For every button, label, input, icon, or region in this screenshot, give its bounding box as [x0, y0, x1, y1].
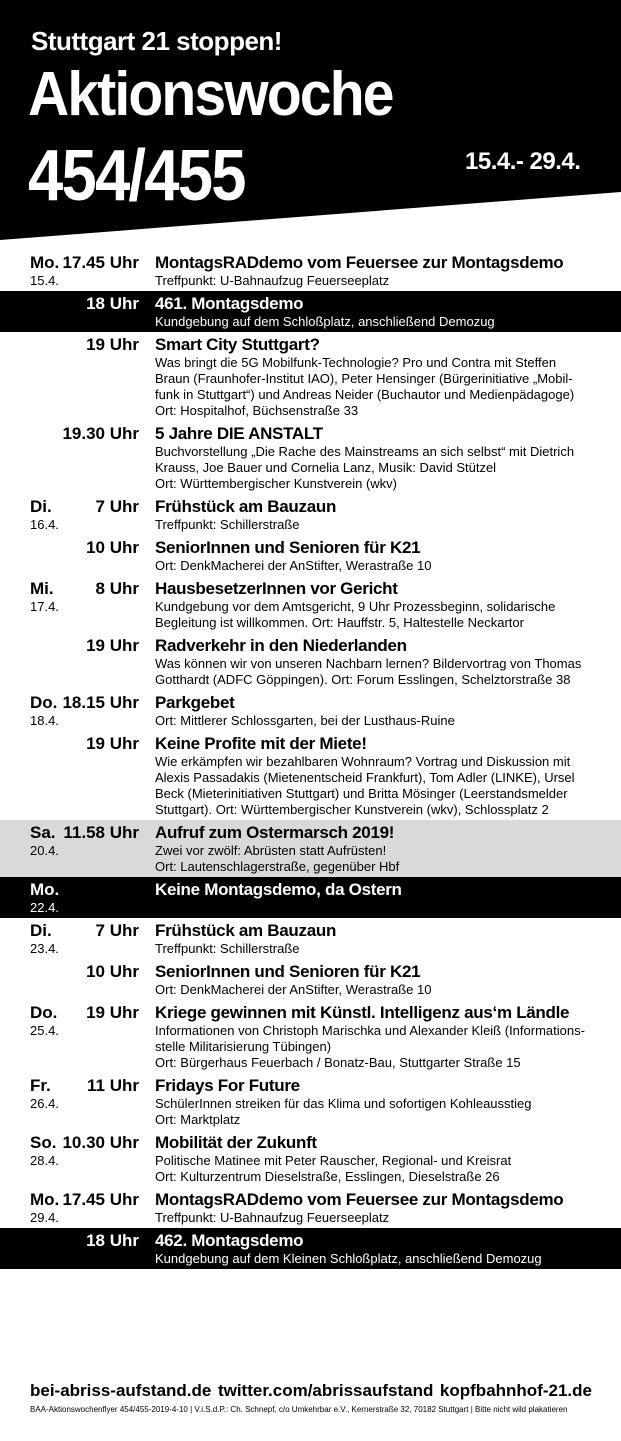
- event-description-line: Alexis Passadakis (Mietenentscheid Frankfurt), Tom Adler (LINKE), Ursel: [155, 770, 575, 785]
- event-date: 28.4.: [30, 1153, 59, 1168]
- event-description-line: Treffpunkt: Schillerstraße: [155, 517, 300, 532]
- event-description-line: Informationen von Christoph Marischka und Alexander Kleiß (Informations-: [155, 1023, 585, 1038]
- event-title: 461. Montagsdemo: [155, 294, 304, 313]
- event-time: 18.15 Uhr: [62, 693, 139, 712]
- event-description-line: Zwei vor zwölf: Abrüsten statt Aufrüsten!: [155, 843, 387, 858]
- event-title: Aufruf zum Ostermarsch 2019!: [155, 823, 395, 842]
- header-subtitle: Stuttgart 21 stoppen!: [31, 26, 282, 56]
- event-body: [155, 1189, 607, 1226]
- event-date: 26.4.: [30, 1096, 59, 1111]
- event-row: [0, 494, 621, 535]
- event-title: Keine Profite mit der Miete!: [155, 734, 367, 753]
- event-row: [0, 421, 621, 494]
- event-title: Smart City Stuttgart?: [155, 335, 320, 354]
- event-time: 17.45 Uhr: [62, 1190, 139, 1209]
- event-description-line: Treffpunkt: Schillerstraße: [155, 941, 300, 956]
- event-body: [155, 293, 607, 330]
- header-number: 454/455: [28, 136, 245, 216]
- event-row: [0, 332, 621, 421]
- event-day: Do.: [30, 1003, 58, 1022]
- event-date: 16.4.: [30, 517, 59, 532]
- imprint: BAA-Aktionswochenflyer 454/455-2019-4-10 | V.i.S.d.P.: Ch. Schnepf, c/o Umkehrbar e.V., Kernerstraße 32, 70182 Stuttgart | Bitte nicht wild plakatieren: [30, 1405, 568, 1414]
- event-day: Do.: [30, 693, 58, 712]
- event-title: Parkgebet: [155, 693, 235, 712]
- event-body: [155, 1230, 607, 1267]
- event-time: 10.30 Uhr: [62, 1133, 139, 1152]
- event-row: [0, 820, 621, 877]
- event-body: [155, 692, 607, 729]
- event-row: [0, 576, 621, 633]
- event-row: [0, 690, 621, 731]
- event-day: Mi.: [30, 579, 54, 598]
- event-title: Frühstück am Bauzaun: [155, 921, 337, 940]
- event-day: Di.: [30, 497, 52, 516]
- event-body: [155, 252, 607, 289]
- event-title: Kriege gewinnen mit Künstl. Intelligenz aus‘m Ländle: [155, 1003, 570, 1022]
- event-body: [155, 635, 607, 688]
- event-body: [155, 733, 607, 818]
- event-description-line: Ort: DenkMacherei der AnStifter, Werastraße 10: [155, 558, 432, 573]
- event-date: 22.4.: [30, 900, 59, 915]
- event-time: 8 Uhr: [95, 579, 139, 598]
- event-day: So.: [30, 1133, 57, 1152]
- event-description-line: Ort: Bürgerhaus Feuerbach / Bonatz-Bau, Stuttgarter Straße 15: [155, 1055, 521, 1070]
- event-row: [0, 731, 621, 820]
- event-description-line: Ort: Mittlerer Schlossgarten, bei der Lusthaus-Ruine: [155, 713, 455, 728]
- footer-link-k21[interactable]: kopfbahnhof-21.de: [439, 1381, 592, 1400]
- event-time: 11 Uhr: [87, 1076, 139, 1095]
- event-time: 18 Uhr: [86, 294, 139, 313]
- footer-link-twitter[interactable]: twitter.com/abrissaufstand: [217, 1381, 434, 1400]
- event-row: [0, 1228, 621, 1269]
- event-row: [0, 1000, 621, 1073]
- event-title: SeniorInnen und Senioren für K21: [155, 962, 421, 981]
- event-day: Mo.: [30, 1190, 60, 1209]
- event-day: Mo.: [30, 253, 60, 272]
- event-description-line: Beck (Mieterinitiativen Stuttgart) und Britta Mösinger (Leerstandsmelder: [155, 786, 568, 801]
- event-body: [155, 1075, 607, 1128]
- event-description-line: Braun (Fraunhofer-Institut IAO), Peter Hensinger (Bürgerinitiative „Mobil-: [155, 371, 573, 386]
- event-row: [0, 1187, 621, 1228]
- event-description-line: Stuttgart). Ort: Württembergischer Kunstverein (wkv), Schlossplatz 2: [155, 802, 549, 817]
- event-description-line: funk in Stuttgart“) und Andreas Neider (Buchautor und Medienpädagoge): [155, 387, 575, 402]
- event-time: 10 Uhr: [86, 962, 139, 981]
- event-day: Mo.: [30, 880, 60, 899]
- header-title: Aktionswoche: [28, 60, 393, 129]
- event-title: 462. Montagsdemo: [155, 1231, 304, 1250]
- event-date: 25.4.: [30, 1023, 59, 1038]
- event-time: 7 Uhr: [95, 921, 139, 940]
- event-title: Radverkehr in den Niederlanden: [155, 636, 407, 655]
- event-time: 19 Uhr: [86, 1003, 139, 1022]
- event-date: 20.4.: [30, 843, 59, 858]
- event-description-line: Politische Matinee mit Peter Rauscher, Regional- und Kreisrat: [155, 1153, 512, 1168]
- event-row: [0, 959, 621, 1000]
- event-row: [0, 877, 621, 918]
- event-description-line: SchülerInnen streiken für das Klima und sofortigen Kohleausstieg: [155, 1096, 532, 1111]
- event-description-line: Krauss, Joe Bauer und Cornelia Lanz, Musik: David Stützel: [155, 460, 497, 475]
- event-description-line: Was können wir von unseren Nachbarn lernen? Bildervortrag von Thomas: [155, 656, 582, 671]
- event-title: Frühstück am Bauzaun: [155, 497, 337, 516]
- event-title: Mobilität der Zukunft: [155, 1133, 317, 1152]
- event-day: Fr.: [30, 1076, 51, 1095]
- event-title: MontagsRADdemo vom Feuersee zur Montagsdemo: [155, 253, 564, 272]
- event-time: 18 Uhr: [86, 1231, 139, 1250]
- event-description-line: Ort: Lautenschlagerstraße, gegenüber Hbf: [155, 859, 400, 874]
- event-time: 19 Uhr: [86, 335, 139, 354]
- event-time: 19.30 Uhr: [62, 424, 139, 443]
- event-time: 17.45 Uhr: [62, 253, 139, 272]
- event-body: [155, 537, 607, 574]
- event-body: [155, 423, 607, 492]
- event-body: [155, 1002, 607, 1071]
- event-time: 19 Uhr: [86, 636, 139, 655]
- footer-link-website[interactable]: bei-abriss-aufstand.de: [30, 1381, 212, 1400]
- event-body: [155, 334, 607, 419]
- event-description-line: Was bringt die 5G Mobilfunk-Technologie? Pro und Contra mit Steffen: [155, 355, 557, 370]
- event-title: 5 Jahre DIE ANSTALT: [155, 424, 323, 443]
- event-body: [155, 879, 607, 916]
- event-date: 29.4.: [30, 1210, 59, 1225]
- event-time: 7 Uhr: [95, 497, 139, 516]
- event-date: 17.4.: [30, 599, 59, 614]
- event-description-line: Kundgebung vor dem Amtsgericht, 9 Uhr Prozessbeginn, solidarische: [155, 599, 556, 614]
- event-title: Keine Montagsdemo, da Ostern: [155, 880, 402, 899]
- event-date: 18.4.: [30, 713, 59, 728]
- event-time: 10 Uhr: [86, 538, 139, 557]
- footer-links: [30, 1381, 592, 1401]
- event-description-line: Kundgebung auf dem Kleinen Schloßplatz, anschließend Demozug: [155, 1251, 542, 1266]
- event-description-line: Kundgebung auf dem Schloßplatz, anschließend Demozug: [155, 314, 495, 329]
- event-time: 11.58 Uhr: [63, 823, 139, 842]
- event-row: [0, 250, 621, 291]
- event-body: [155, 822, 607, 875]
- event-row: [0, 633, 621, 690]
- event-description-line: Buchvorstellung „Die Rache des Mainstreams an sich selbst“ mit Dietrich: [155, 444, 575, 459]
- event-row: [0, 1130, 621, 1187]
- event-description-line: Treffpunkt: U-Bahnaufzug Feuerseeplatz: [155, 273, 390, 288]
- event-title: MontagsRADdemo vom Feuersee zur Montagsdemo: [155, 1190, 564, 1209]
- header-banner: [0, 0, 621, 240]
- header-dates: 15.4.- 29.4.: [465, 148, 581, 175]
- event-body: [155, 961, 607, 998]
- event-description-line: Treffpunkt: U-Bahnaufzug Feuerseeplatz: [155, 1210, 390, 1225]
- event-title: Fridays For Future: [155, 1076, 300, 1095]
- event-description-line: Ort: Württembergischer Kunstverein (wkv): [155, 476, 398, 491]
- event-description-line: [155, 900, 607, 916]
- event-date: 23.4.: [30, 941, 59, 956]
- event-description-line: Wie erkämpfen wir bezahlbaren Wohnraum? Vortrag und Diskussion mit: [155, 754, 571, 769]
- event-title: SeniorInnen und Senioren für K21: [155, 538, 421, 557]
- event-row: [0, 1073, 621, 1130]
- event-row: [0, 918, 621, 959]
- event-date: 15.4.: [30, 273, 59, 288]
- event-description-line: Gotthardt (ADFC Göppingen). Ort: Forum Esslingen, Schelztorstraße 38: [155, 672, 571, 687]
- event-day: Sa.: [30, 823, 56, 842]
- event-day: Di.: [30, 921, 52, 940]
- event-body: [155, 496, 607, 533]
- event-description-line: Ort: DenkMacherei der AnStifter, Werastraße 10: [155, 982, 432, 997]
- event-title: HausbesetzerInnen vor Gericht: [155, 579, 398, 598]
- event-row: [0, 291, 621, 332]
- event-body: [155, 1132, 607, 1185]
- event-row: [0, 535, 621, 576]
- event-description-line: Ort: Marktplatz: [155, 1112, 241, 1127]
- event-description-line: stelle Militarisierung Tübingen): [155, 1039, 332, 1054]
- event-description-line: Ort: Hospitalhof, Büchsenstraße 33: [155, 403, 359, 418]
- event-body: [155, 578, 607, 631]
- event-description-line: Ort: Kulturzentrum Dieselstraße, Esslingen, Dieselstraße 26: [155, 1169, 500, 1184]
- event-list: [0, 250, 621, 1269]
- event-body: [155, 920, 607, 957]
- event-description-line: Begleitung ist willkommen. Ort: Hauffstr. 5, Haltestelle Neckartor: [155, 615, 524, 630]
- event-time: 19 Uhr: [86, 734, 139, 753]
